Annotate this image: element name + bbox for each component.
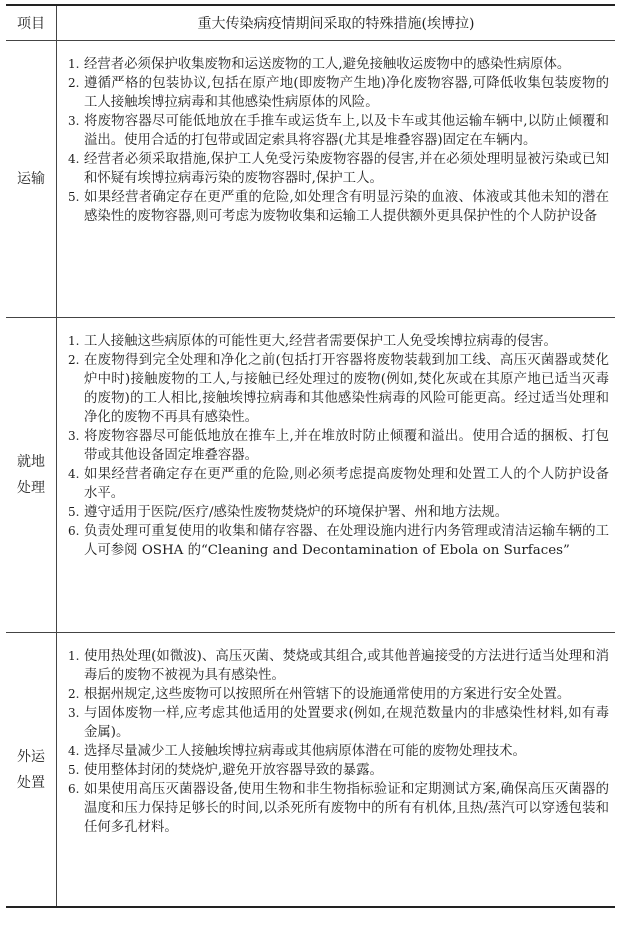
- item-number: 6.: [68, 524, 80, 538]
- item-number: 1.: [68, 57, 80, 71]
- section-label-cell: [6, 318, 57, 632]
- item-text: 使用热处理(如微波)、高压灭菌、焚烧或其组合,或其他普遍接受的方法进行适当处理和消毒后的废物不被视为具有感染性。: [84, 649, 609, 683]
- item-text: 负责处理可重复使用的收集和储存容器、在处理设施内进行内务管理或清洁运输车辆的工人可参阅 OSHA 的“Cleaning and Decontamination of Ebola on Surfaces”: [84, 524, 609, 558]
- section-label: 就地处理: [17, 454, 45, 496]
- item-text: 遵守适用于医院/医疗/感染性废物焚烧炉的环境保护署、州和地方法规。: [84, 505, 509, 520]
- section-offsite-disposal: [6, 633, 615, 906]
- item-text: 遵循严格的包装协议,包括在原产地(即废物产生地)净化废物容器,可降低收集包装废物的工人接触埃博拉病毒和其他感染性病原体的风险。: [84, 76, 609, 110]
- item-number: 2.: [68, 687, 80, 701]
- item-number: 5.: [68, 505, 80, 519]
- section-content: [57, 633, 615, 906]
- item-number: 2.: [68, 76, 80, 90]
- table-header: [6, 6, 615, 41]
- item-text: 如果使用高压灭菌器设备,使用生物和非生物指标验证和定期测试方案,确保高压灭菌器的温度和压力保持足够长的时间,以杀死所有废物中的所有有机体,且热/蒸汽可以穿透包装和任何多孔材料。: [84, 782, 609, 835]
- measure-list: [67, 55, 609, 226]
- item-number: 3.: [68, 429, 80, 443]
- section-label-cell: [6, 41, 57, 317]
- list-item: [67, 503, 609, 522]
- list-item: [67, 351, 609, 427]
- list-item: [67, 647, 609, 685]
- item-number: 1.: [68, 334, 80, 348]
- header-item-column: 项目: [6, 6, 57, 40]
- item-text: 工人接触这些病原体的可能性更大,经营者需要保护工人免受埃博拉病毒的侵害。: [84, 334, 557, 349]
- item-number: 5.: [68, 190, 80, 204]
- measures-table: [6, 4, 615, 908]
- section-label-cell: [6, 633, 57, 906]
- item-number: 5.: [68, 763, 80, 777]
- list-item: [67, 55, 609, 74]
- item-number: 2.: [68, 353, 80, 367]
- measure-list: [67, 332, 609, 560]
- list-item: [67, 332, 609, 351]
- item-number: 4.: [68, 152, 80, 166]
- item-number: 6.: [68, 782, 80, 796]
- section-onsite-treatment: [6, 318, 615, 633]
- item-number: 3.: [68, 114, 80, 128]
- section-transport: [6, 41, 615, 318]
- item-text: 选择尽量减少工人接触埃博拉病毒或其他病原体潜在可能的废物处理技术。: [84, 744, 526, 759]
- list-item: [67, 761, 609, 780]
- item-number: 4.: [68, 467, 80, 481]
- section-label: 运输: [17, 171, 45, 187]
- item-number: 1.: [68, 649, 80, 663]
- section-label: 外运处置: [17, 748, 45, 791]
- item-text: 根据州规定,这些废物可以按照所在州管辖下的设施通常使用的方案进行安全处置。: [84, 687, 571, 702]
- list-item: [67, 188, 609, 226]
- section-content: [57, 318, 615, 632]
- list-item: [67, 742, 609, 761]
- measure-list: [67, 647, 609, 837]
- list-item: [67, 427, 609, 465]
- section-content: [57, 41, 615, 317]
- item-text: 与固体废物一样,应考虑其他适用的处置要求(例如,在规范数量内的非感染性材料,如有毒金属)。: [84, 706, 609, 740]
- list-item: [67, 74, 609, 112]
- item-text: 在废物得到完全处理和净化之前(包括打开容器将废物装载到加工线、高压灭菌器或焚化炉中时)接触废物的工人,与接触已经处理过的废物(例如,焚化灰或在其原产地已适当灭毒的废物)的工人相比,接触埃博拉病毒和其他感染性病毒的风险可能更高。经过适当处理和净化的废物不再具有感染性。: [84, 353, 609, 425]
- item-text: 使用整体封闭的焚烧炉,避免开放容器导致的暴露。: [84, 763, 383, 778]
- item-text: 将废物容器尽可能低地放在推车上,并在堆放时防止倾覆和溢出。使用合适的捆板、打包带或其他设备固定堆叠容器。: [84, 429, 609, 463]
- list-item: [67, 685, 609, 704]
- list-item: [67, 112, 609, 150]
- item-number: 3.: [68, 706, 80, 720]
- header-measures-column: 重大传染病疫情期间采取的特殊措施(埃博拉): [197, 16, 475, 32]
- item-text: 如果经营者确定存在更严重的危险,则必须考虑提高废物处理和处置工人的个人防护设备水平。: [84, 467, 609, 501]
- item-text: 将废物容器尽可能低地放在手推车或运货车上,以及卡车或其他运输车辆中,以防止倾覆和溢出。使用合适的打包带或固定索具将容器(尤其是堆叠容器)固定在车辆内。: [84, 114, 609, 148]
- list-item: [67, 522, 609, 560]
- list-item: [67, 704, 609, 742]
- item-text: 经营者必须保护收集废物和运送废物的工人,避免接触收运废物中的感染性病原体。: [84, 57, 571, 72]
- list-item: [67, 150, 609, 188]
- list-item: [67, 780, 609, 837]
- item-text: 经营者必须采取措施,保护工人免受污染废物容器的侵害,并在必须处理明显被污染或已知和怀疑有埃博拉病毒污染的废物容器时,保护工人。: [84, 152, 609, 186]
- item-text: 如果经营者确定存在更严重的危险,如处理含有明显污染的血液、体液或其他未知的潜在感染性的废物容器,则可考虑为废物收集和运输工人提供额外更具保护性的个人防护设备: [84, 190, 609, 224]
- list-item: [67, 465, 609, 503]
- item-number: 4.: [68, 744, 80, 758]
